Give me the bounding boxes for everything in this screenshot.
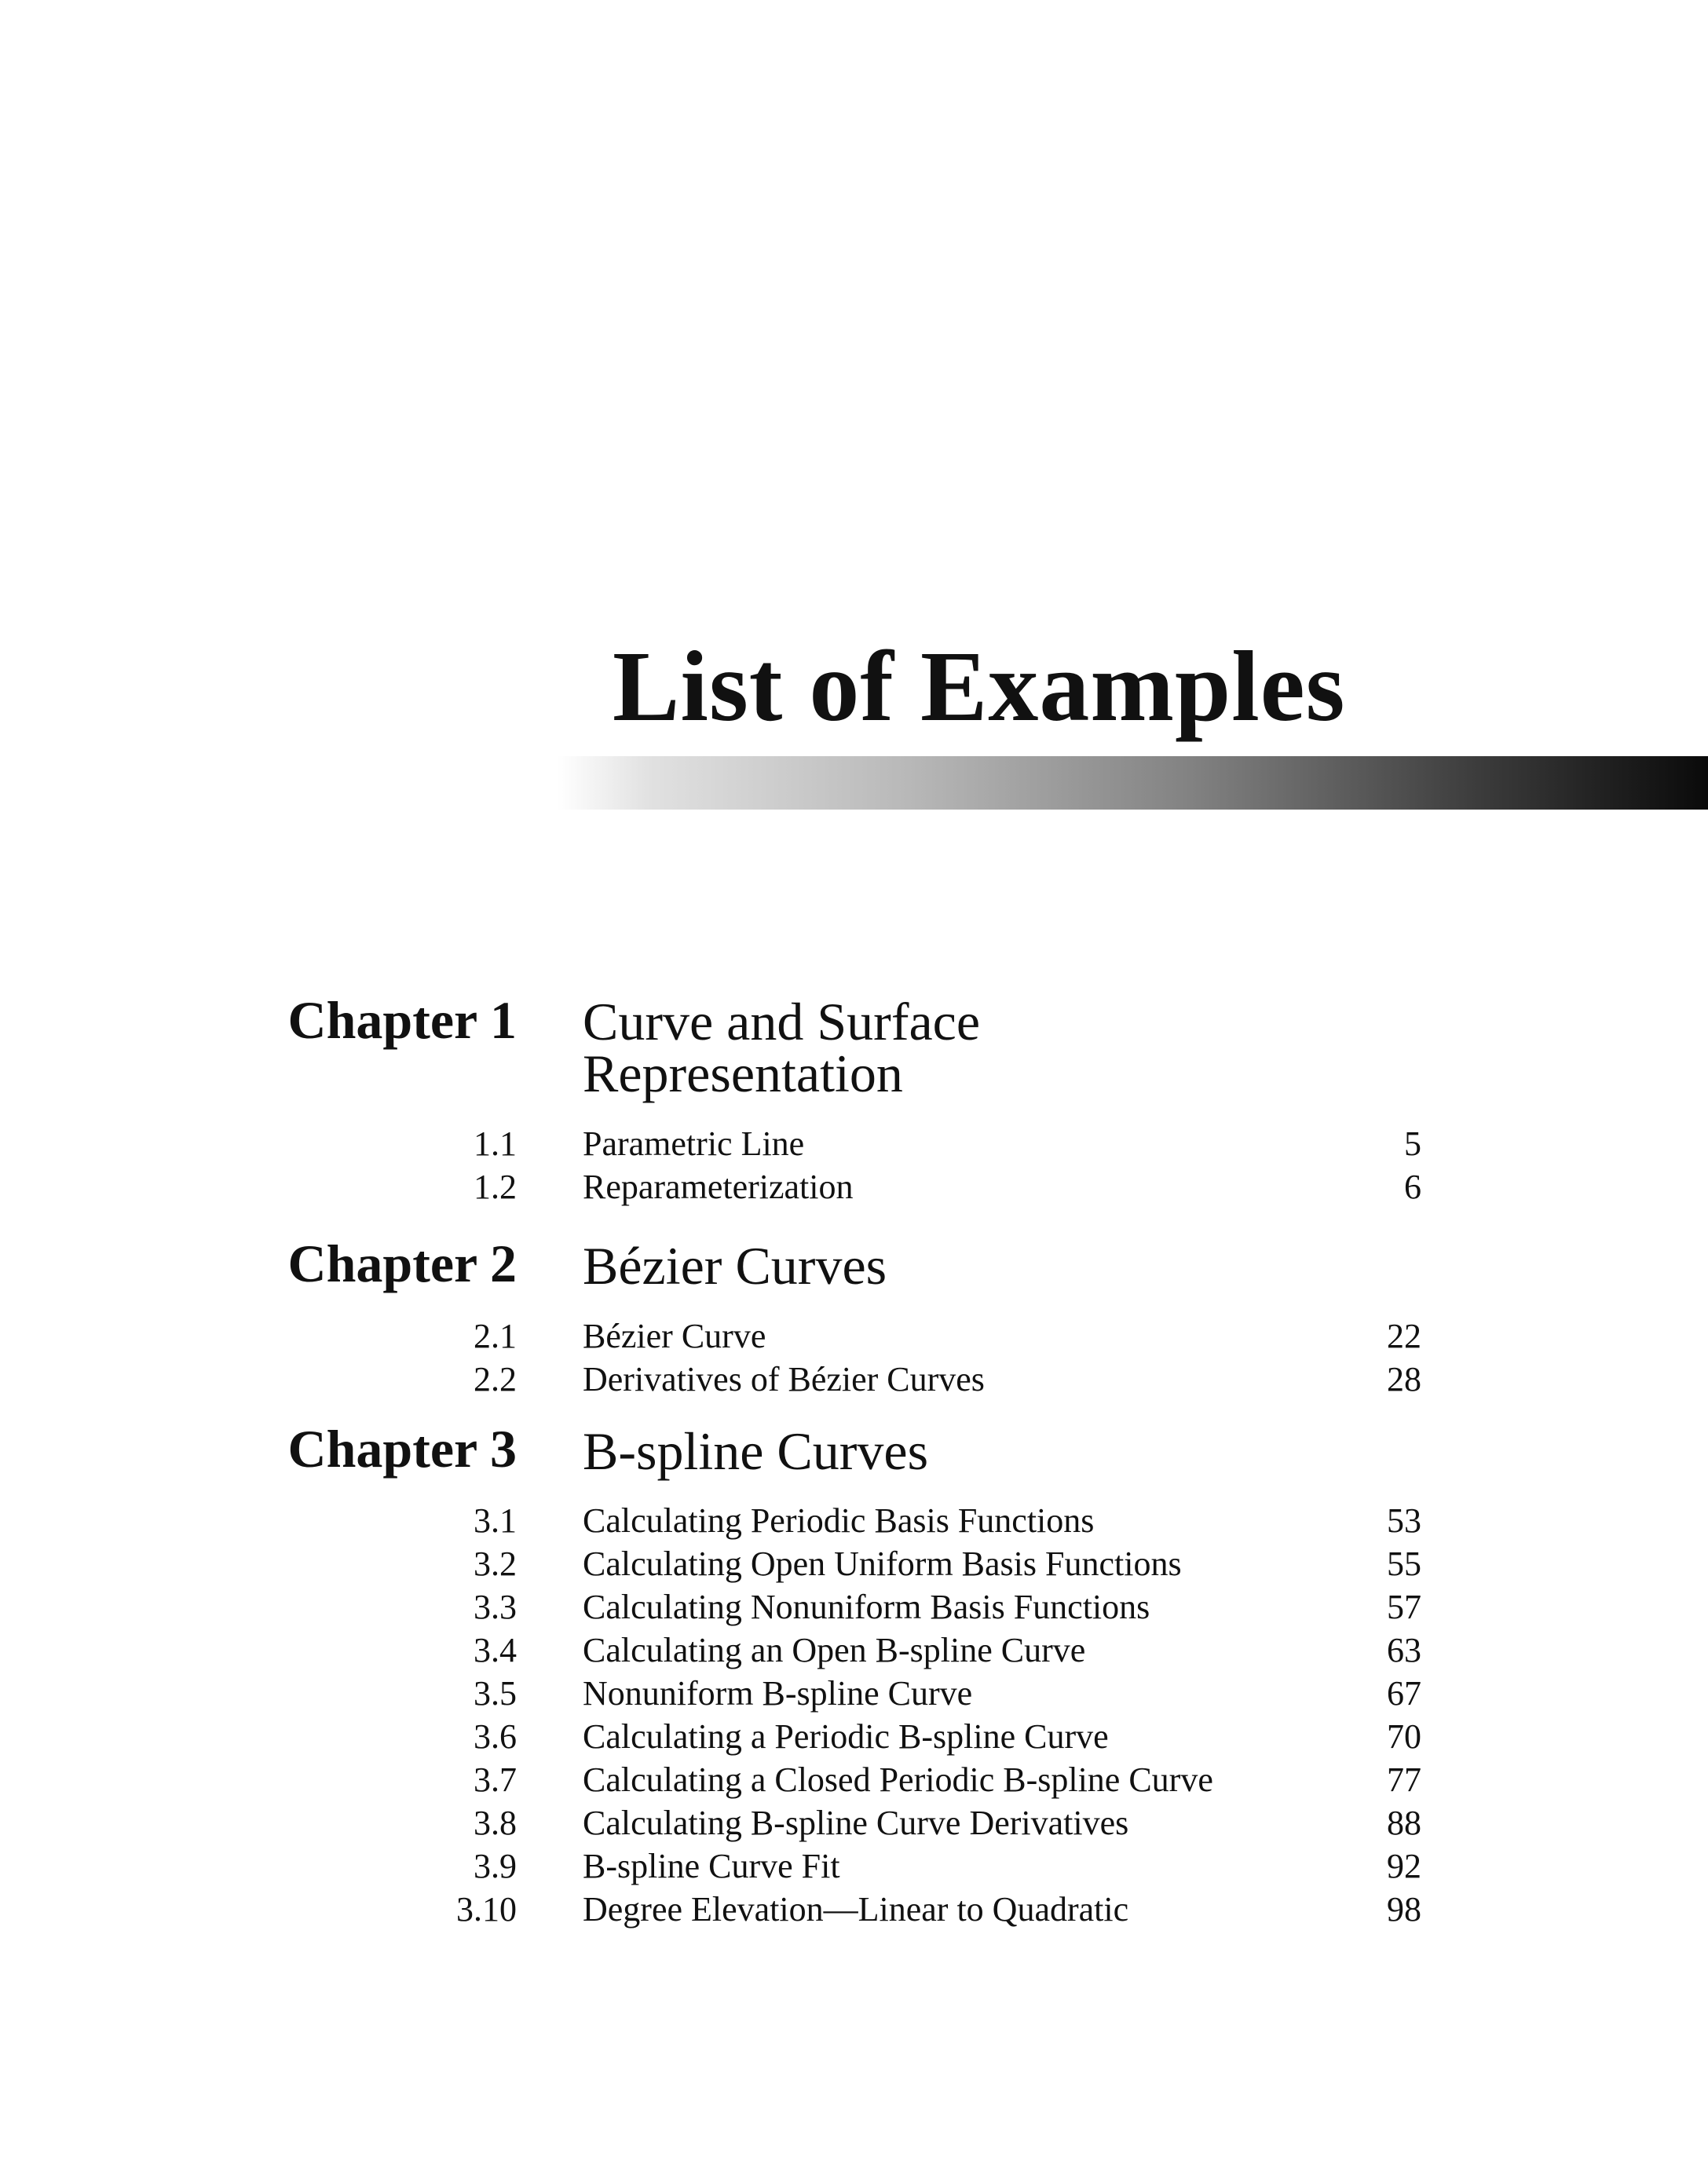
example-page: 98: [1387, 1890, 1421, 1929]
example-page: 53: [1387, 1501, 1421, 1540]
chapter-label: Chapter 2: [287, 1234, 517, 1293]
example-title: Calculating B-spline Curve Derivatives: [583, 1804, 1129, 1842]
example-page: 57: [1387, 1588, 1421, 1626]
example-number: 3.5: [474, 1674, 517, 1713]
example-number: 3.8: [474, 1804, 517, 1842]
page-title: List of Examples: [613, 631, 1346, 742]
example-title: Calculating a Closed Periodic B-spline Curve: [583, 1760, 1213, 1799]
example-number: 3.9: [474, 1847, 517, 1885]
example-page: 88: [1387, 1804, 1421, 1842]
example-number: 2.2: [474, 1360, 517, 1398]
chapter-title: B-spline Curves: [583, 1421, 929, 1481]
example-number: 3.6: [474, 1717, 517, 1756]
chapter-label: Chapter 3: [287, 1419, 517, 1479]
chapter-label: Chapter 1: [287, 990, 517, 1050]
example-title: Calculating Open Uniform Basis Functions: [583, 1545, 1182, 1583]
example-title: B-spline Curve Fit: [583, 1847, 840, 1885]
example-number: 3.1: [474, 1501, 517, 1540]
example-number: 3.2: [474, 1545, 517, 1583]
example-page: 77: [1387, 1760, 1421, 1799]
example-number: 3.4: [474, 1631, 517, 1669]
example-page: 92: [1387, 1847, 1421, 1885]
example-page: 63: [1387, 1631, 1421, 1669]
example-number: 3.10: [456, 1890, 517, 1929]
example-title: Degree Elevation—Linear to Quadratic: [583, 1890, 1129, 1929]
example-title: Calculating Nonuniform Basis Functions: [583, 1588, 1150, 1626]
example-title: Calculating a Periodic B-spline Curve: [583, 1717, 1109, 1756]
example-title: Parametric Line: [583, 1124, 805, 1163]
title-gradient-bar: [558, 756, 1708, 810]
example-page: 22: [1387, 1317, 1421, 1355]
example-page: 67: [1387, 1674, 1421, 1713]
example-title: Nonuniform B-spline Curve: [583, 1674, 973, 1713]
example-page: 6: [1404, 1168, 1421, 1206]
chapter-title: Bézier Curves: [583, 1236, 887, 1296]
example-page: 5: [1404, 1124, 1421, 1163]
example-title: Derivatives of Bézier Curves: [583, 1360, 985, 1398]
example-title: Calculating an Open B-spline Curve: [583, 1631, 1086, 1669]
example-number: 3.3: [474, 1588, 517, 1626]
example-page: 55: [1387, 1545, 1421, 1583]
chapter-title: Curve and Surface Representation: [583, 992, 981, 1103]
example-number: 3.7: [474, 1760, 517, 1799]
example-number: 1.1: [474, 1124, 517, 1163]
example-page: 28: [1387, 1360, 1421, 1398]
example-page: 70: [1387, 1717, 1421, 1756]
example-number: 2.1: [474, 1317, 517, 1355]
example-title: Bézier Curve: [583, 1317, 766, 1355]
example-title: Reparameterization: [583, 1168, 854, 1206]
example-number: 1.2: [474, 1168, 517, 1206]
example-title: Calculating Periodic Basis Functions: [583, 1501, 1095, 1540]
